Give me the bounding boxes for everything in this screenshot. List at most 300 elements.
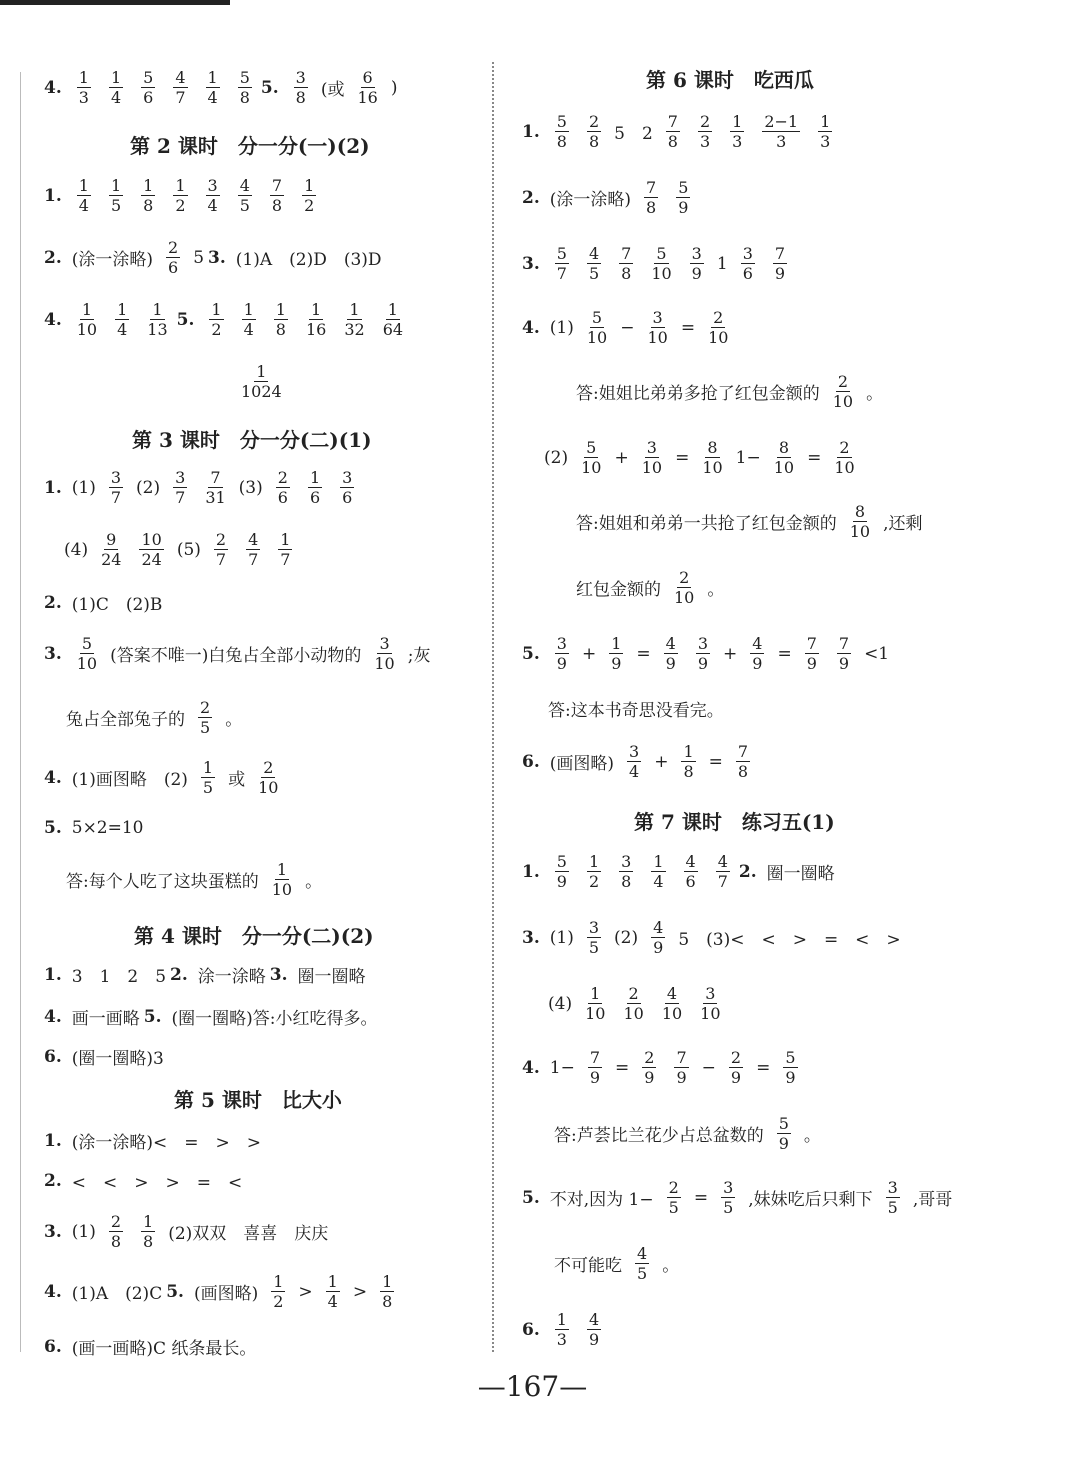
text: (2) [136, 477, 161, 498]
text: 2. [738, 861, 757, 882]
fraction [258, 758, 278, 797]
denominator: 4 [207, 196, 218, 215]
fraction [700, 984, 720, 1023]
denominator: 3 [820, 132, 831, 151]
numerator: 5 [556, 244, 567, 263]
text: 3. [44, 643, 62, 664]
numerator: 1 [273, 1272, 284, 1291]
numerator: 7 [676, 1048, 687, 1067]
numerator: 2 [837, 372, 848, 391]
fraction [77, 300, 97, 339]
denominator: 10 [700, 1004, 721, 1023]
numerator: 2 [713, 308, 724, 327]
text: ) [390, 77, 398, 98]
denominator: 6 [342, 488, 353, 507]
fraction [555, 634, 569, 673]
text: 3 1 2 5 [71, 967, 167, 987]
answer-line [44, 468, 363, 507]
numerator: 3 [691, 244, 702, 263]
text: = [615, 1057, 630, 1078]
fraction [587, 112, 601, 151]
numerator: 1 [211, 300, 222, 319]
denominator: 10 [641, 458, 663, 477]
denominator: 8 [621, 872, 632, 891]
answer-line [44, 300, 412, 339]
fraction [278, 530, 292, 569]
text: 1. [522, 121, 540, 142]
fraction [555, 112, 569, 151]
text: (1)画图略 (2) [71, 770, 188, 790]
denominator: 16 [357, 88, 378, 107]
answer-line [44, 1272, 403, 1311]
fraction [380, 1272, 394, 1311]
text: 5 2 [614, 124, 653, 144]
text: 圈一圈略 [766, 864, 835, 884]
text: 或 [228, 770, 246, 790]
fraction [173, 176, 187, 215]
text: > [352, 1281, 368, 1302]
answer-line [44, 590, 166, 615]
fraction [555, 244, 569, 283]
numerator: 4 [588, 1310, 600, 1329]
text: ,妹妹吃后只剩下 [748, 1190, 873, 1210]
numerator: 3 [295, 68, 306, 87]
denominator: 7 [110, 488, 122, 507]
numerator: 1 [143, 176, 154, 195]
fraction [681, 742, 695, 781]
denominator: 8 [239, 88, 250, 107]
denominator: 5 [110, 196, 122, 215]
numerator: 4 [665, 634, 676, 653]
fraction [344, 300, 364, 339]
text: 5. [522, 1187, 540, 1208]
numerator: 10 [141, 530, 162, 549]
denominator: 7 [280, 550, 291, 569]
numerator: 4 [717, 852, 728, 871]
answer-line [522, 112, 841, 151]
text: 2. [44, 592, 62, 613]
text: 4. [44, 309, 62, 330]
denominator: 5 [637, 1264, 648, 1283]
answer-line [550, 1244, 683, 1283]
fraction [238, 68, 252, 107]
text: 。 [866, 384, 884, 404]
answer-line [60, 530, 301, 569]
text: 。 [305, 872, 323, 892]
fraction [109, 68, 123, 107]
text: (1) [71, 477, 96, 498]
text: = [708, 751, 723, 772]
denominator: 2 [304, 196, 315, 215]
text: 5 [193, 247, 205, 268]
denominator: 7 [175, 488, 186, 507]
denominator: 8 [382, 1292, 393, 1311]
numerator: 2 [730, 1048, 742, 1067]
denominator: 5 [588, 938, 600, 957]
denominator: 1024 [241, 382, 282, 401]
numerator: 2 [668, 1178, 679, 1197]
denominator: 2 [211, 320, 222, 339]
numerator: 7 [667, 112, 678, 131]
text: 3. [522, 253, 540, 274]
denominator: 24 [141, 550, 162, 569]
denominator: 9 [676, 1068, 687, 1087]
section-heading: 第 7 课时 练习五(1) [634, 810, 835, 834]
fraction [627, 742, 641, 781]
denominator: 8 [667, 132, 678, 151]
numerator: 7 [621, 244, 632, 263]
denominator: 10 [76, 654, 98, 673]
fraction [777, 1114, 791, 1153]
fraction [698, 112, 712, 151]
text: (2) [544, 447, 569, 468]
numerator: 4 [653, 918, 664, 937]
text: 1. [44, 1130, 62, 1151]
answer-line [44, 962, 370, 987]
denominator: 10 [834, 458, 855, 477]
numerator: 1 [349, 300, 360, 319]
text: (2) [614, 927, 639, 948]
denominator: 5 [887, 1198, 898, 1217]
numerator: 3 [629, 742, 640, 761]
numerator: 8 [707, 438, 718, 457]
denominator: 9 [697, 654, 708, 673]
answer-line [522, 1310, 610, 1349]
answer-line [62, 698, 246, 737]
answer-line [232, 362, 291, 401]
denominator: 16 [305, 320, 327, 339]
denominator: 5 [239, 196, 250, 215]
numerator: 1 [175, 176, 186, 195]
answer-line [522, 1178, 956, 1217]
numerator: 4 [637, 1244, 648, 1263]
answer-line [44, 68, 401, 107]
text: = [756, 1057, 771, 1078]
denominator: 3 [556, 1330, 567, 1349]
text: 。 [707, 580, 725, 600]
text: (涂一涂略) [549, 190, 632, 210]
fraction [702, 438, 722, 477]
numerator: 1 [683, 742, 694, 761]
fraction [834, 438, 854, 477]
top-bar [0, 0, 230, 5]
numerator: 5 [785, 1048, 796, 1067]
fraction [147, 300, 167, 339]
denominator: 2 [273, 1292, 284, 1311]
text: 6. [44, 1336, 62, 1357]
answer-line [44, 634, 434, 673]
fraction [77, 68, 91, 107]
text: 答:这本书奇思没看完。 [548, 701, 724, 721]
answer-line [44, 1334, 260, 1359]
section-heading: 第 2 课时 分一分(一)(2) [130, 134, 370, 158]
fraction [729, 1048, 743, 1087]
denominator: 31 [205, 488, 226, 507]
fraction [141, 1212, 155, 1251]
answer-line [522, 852, 839, 891]
fraction [708, 308, 728, 347]
fraction [762, 112, 800, 151]
numerator: 1 [276, 860, 287, 879]
denominator: 9 [678, 198, 689, 217]
denominator: 6 [742, 264, 753, 283]
numerator: 5 [556, 852, 567, 871]
denominator: 9 [778, 1134, 789, 1153]
fraction [773, 244, 787, 283]
text: 1− [549, 1057, 575, 1078]
fraction [205, 468, 225, 507]
denominator: 4 [207, 88, 218, 107]
numerator: 5 [81, 634, 93, 653]
section-heading: 第 6 课时 吃西瓜 [646, 68, 814, 92]
fraction [833, 372, 853, 411]
fraction [730, 112, 744, 151]
answer-line [550, 1114, 825, 1153]
denominator: 4 [327, 1292, 338, 1311]
numerator: 2 [628, 984, 639, 1003]
denominator: 4 [78, 196, 89, 215]
denominator: 7 [717, 872, 728, 891]
text: 圈一圈略 [297, 967, 366, 987]
answer-line [44, 1212, 332, 1251]
text: = [807, 447, 822, 468]
denominator: 8 [271, 196, 283, 215]
fraction [326, 1272, 340, 1311]
fraction [664, 634, 678, 673]
text: (或 [320, 80, 345, 100]
denominator: 10 [258, 778, 279, 797]
page-number: —167— [477, 1370, 588, 1403]
text: 3. [269, 964, 288, 985]
denominator: 10 [708, 328, 729, 347]
text: 画一画略 [71, 1009, 140, 1029]
text: (圈一圈略)3 [71, 1049, 164, 1069]
fraction [173, 468, 187, 507]
numerator: 1 [309, 468, 321, 487]
numerator: 4 [175, 68, 186, 87]
numerator: 1 [387, 300, 398, 319]
fraction [736, 742, 750, 781]
text: 。 [662, 1256, 680, 1276]
denominator: 10 [674, 588, 695, 607]
numerator: 1 [732, 112, 743, 131]
answer-line [522, 742, 759, 781]
text: 1. [522, 861, 540, 882]
fraction [642, 438, 662, 477]
denominator: 8 [143, 196, 154, 215]
answer-line [44, 1168, 246, 1193]
fraction [647, 308, 667, 347]
fraction [587, 244, 601, 283]
denominator: 9 [838, 654, 850, 673]
fraction [141, 68, 155, 107]
numerator: 3 [705, 984, 716, 1003]
fraction [587, 308, 607, 347]
numerator: 5 [678, 178, 689, 197]
answer-line [62, 860, 326, 899]
fraction [588, 1048, 602, 1087]
text: 答:芦荟比兰花少占总盆数的 [554, 1126, 764, 1146]
numerator: 5 [778, 1114, 789, 1133]
text: (1)C (2)B [71, 595, 163, 615]
denominator: 9 [806, 654, 817, 673]
text: (1) [549, 317, 574, 338]
fraction [206, 68, 220, 107]
numerator: 7 [838, 634, 850, 653]
text: − [701, 1057, 716, 1078]
denominator: 10 [623, 1004, 644, 1023]
fraction [302, 176, 316, 215]
text: ;灰 [407, 646, 431, 666]
section-heading: 第 5 课时 比大小 [174, 1088, 342, 1112]
text: 5×2=10 [71, 818, 144, 838]
text: 2. [522, 187, 540, 208]
fraction [886, 1178, 900, 1217]
answer-line [540, 438, 864, 477]
text: 答:姐姐比弟弟多抢了红包金额的 [576, 384, 820, 404]
numerator: 2 [644, 1048, 655, 1067]
fraction [101, 530, 121, 569]
fraction [609, 634, 623, 673]
numerator: 1 [152, 300, 163, 319]
text: (圈一圈略)答:小红吃得多。 [171, 1009, 378, 1029]
section-heading: 第 3 课时 分一分(二)(1) [132, 428, 372, 452]
denominator: 2 [175, 196, 186, 215]
denominator: 10 [661, 1004, 683, 1023]
section-heading: 第 4 课时 分一分(二)(2) [134, 924, 374, 948]
text: + [723, 643, 738, 664]
numerator: 5 [239, 68, 250, 87]
numerator: 7 [774, 244, 786, 263]
numerator: 3 [588, 918, 600, 937]
fraction [374, 634, 394, 673]
answer-line [572, 568, 728, 607]
text: 6. [522, 1319, 540, 1340]
numerator: 1 [311, 300, 322, 319]
numerator: 3 [697, 634, 708, 653]
fraction [109, 468, 123, 507]
fraction [805, 634, 819, 673]
text: <1 [864, 643, 890, 664]
text: (2)双双 喜喜 庆庆 [168, 1224, 329, 1244]
denominator: 9 [556, 654, 567, 673]
numerator: 3 [621, 852, 632, 871]
denominator: 4 [243, 320, 254, 339]
denominator: 9 [730, 1068, 742, 1087]
text: 5. [522, 643, 540, 664]
text: 答:姐姐和弟弟一共抢了红包金额的 [576, 514, 837, 534]
text: (5) [176, 539, 201, 560]
text: (画图略) [193, 1284, 259, 1304]
text: (3) [238, 477, 263, 498]
denominator: 7 [248, 550, 259, 569]
fraction [166, 238, 180, 277]
answer-line [572, 502, 927, 541]
numerator: 1 [243, 300, 254, 319]
denominator: 10 [585, 1004, 606, 1023]
text: 4. [44, 767, 62, 788]
answer-line [44, 1044, 168, 1069]
numerator: 4 [752, 634, 763, 653]
numerator: 2−1 [764, 112, 799, 131]
denominator: 6 [168, 258, 179, 277]
numerator: 1 [590, 984, 601, 1003]
denominator: 10 [651, 264, 672, 283]
denominator: 6 [685, 872, 696, 891]
left-edge-line [20, 72, 21, 1352]
answer-line [572, 372, 887, 411]
fraction [585, 984, 605, 1023]
fraction [750, 634, 764, 673]
fraction [141, 176, 155, 215]
numerator: 7 [589, 1048, 600, 1067]
numerator: 3 [646, 438, 657, 457]
fraction [676, 178, 690, 217]
fraction [774, 438, 794, 477]
numerator: 1 [110, 68, 122, 87]
numerator: 1 [611, 634, 622, 653]
denominator: 3 [699, 132, 711, 151]
answer-line [44, 1128, 265, 1153]
numerator: 1 [256, 362, 267, 381]
text: + [581, 643, 597, 664]
text: > [298, 1281, 313, 1302]
fraction [837, 634, 851, 673]
numerator: 2 [679, 568, 690, 587]
text: (画图略) [549, 754, 615, 774]
text: 1 [716, 253, 728, 274]
fraction [696, 634, 710, 673]
fraction [684, 852, 698, 891]
fraction [340, 468, 354, 507]
text: 1− [735, 447, 761, 468]
text: (1)A (2)D (3)D [235, 250, 382, 270]
text: 答:每个人吃了这块蛋糕的 [66, 872, 259, 892]
fraction [109, 1212, 123, 1251]
text: 5. [44, 818, 62, 838]
fraction [581, 438, 601, 477]
numerator: 3 [110, 468, 122, 487]
fraction [666, 112, 680, 151]
fraction [623, 984, 643, 1023]
denominator: 5 [202, 778, 214, 797]
denominator: 64 [382, 320, 404, 339]
denominator: 10 [773, 458, 795, 477]
text: + [654, 751, 669, 772]
numerator: 7 [737, 742, 749, 761]
text: (4) [64, 539, 89, 560]
numerator: 1 [117, 300, 128, 319]
denominator: 8 [556, 132, 567, 151]
denominator: 8 [588, 132, 600, 151]
numerator: 1 [588, 852, 600, 871]
numerator: 1 [143, 1212, 154, 1231]
answer-line [522, 308, 737, 347]
answer-line [522, 178, 699, 217]
denominator: 4 [110, 88, 122, 107]
text: 5. [176, 309, 195, 330]
numerator: 3 [556, 634, 567, 653]
text: (4) [548, 993, 573, 1014]
fraction [201, 758, 215, 797]
fraction [246, 530, 260, 569]
denominator: 8 [275, 320, 286, 339]
numerator: 7 [646, 178, 657, 197]
text: = [680, 317, 696, 338]
denominator: 8 [737, 762, 749, 781]
text: 3. [522, 927, 540, 948]
fraction [587, 1310, 601, 1349]
